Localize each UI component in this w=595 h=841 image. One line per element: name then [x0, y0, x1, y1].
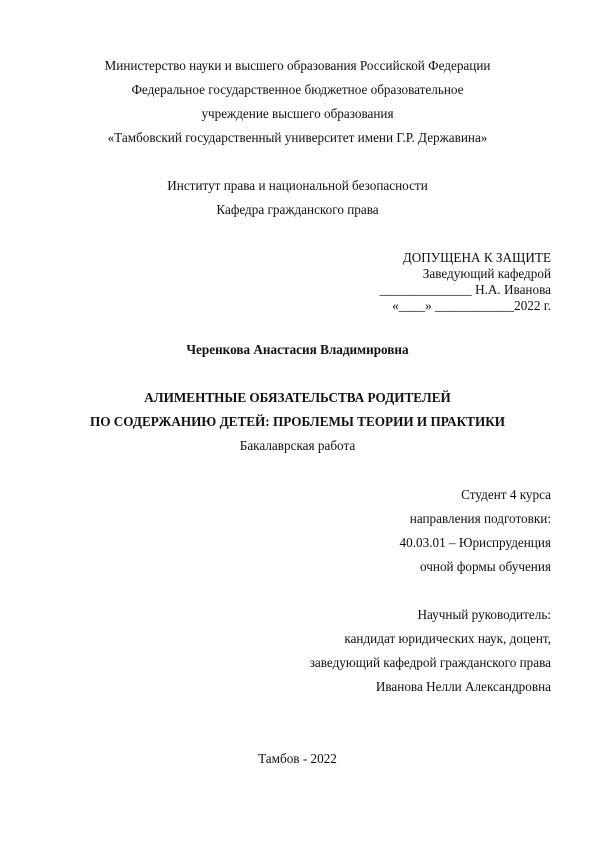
student-direction-label: направления подготовки: [409, 511, 551, 526]
department-line: Кафедра гражданского права [216, 202, 379, 217]
institution-line-1: Федеральное государственное бюджетное образовательное [131, 82, 464, 97]
approval-signature: ______________ Н.А. Иванова [379, 282, 551, 297]
author-name: Черенкова Анастасия Владимировна [186, 342, 409, 357]
work-title-line-2: ПО СОДЕРЖАНИЮ ДЕТЕЙ: ПРОБЛЕМЫ ТЕОРИИ И ПРАКТИКИ [89, 414, 506, 429]
approval-title: ДОПУЩЕНА К ЗАЩИТЕ [402, 250, 551, 265]
approval-date: «____» ____________2022 г. [392, 298, 551, 313]
university-line: «Тамбовский государственный университет имени Г.Р. Державина» [107, 130, 488, 145]
city-year: Тамбов - 2022 [258, 751, 337, 766]
work-title-line-1: АЛИМЕНТНЫЕ ОБЯЗАТЕЛЬСТВА РОДИТЕЛЕЙ [144, 390, 451, 405]
approval-role: Заведующий кафедрой [422, 266, 551, 281]
student-course: Студент 4 курса [461, 487, 551, 502]
student-direction-code: 40.03.01 – Юриспруденция [399, 535, 551, 550]
supervisor-name: Иванова Нелли Александровна [375, 679, 551, 694]
supervisor-label: Научный руководитель: [417, 607, 551, 622]
ministry-line: Министерство науки и высшего образования Российской Федерации [104, 58, 491, 73]
supervisor-degree: кандидат юридических наук, доцент, [344, 631, 551, 646]
student-study-form: очной формы обучения [420, 559, 551, 574]
institution-line-2: учреждение высшего образования [201, 106, 394, 121]
work-type: Бакалаврская работа [239, 438, 356, 453]
institute-line: Институт права и национальной безопасности [167, 178, 428, 193]
supervisor-position: заведующий кафедрой гражданского права [309, 655, 551, 670]
